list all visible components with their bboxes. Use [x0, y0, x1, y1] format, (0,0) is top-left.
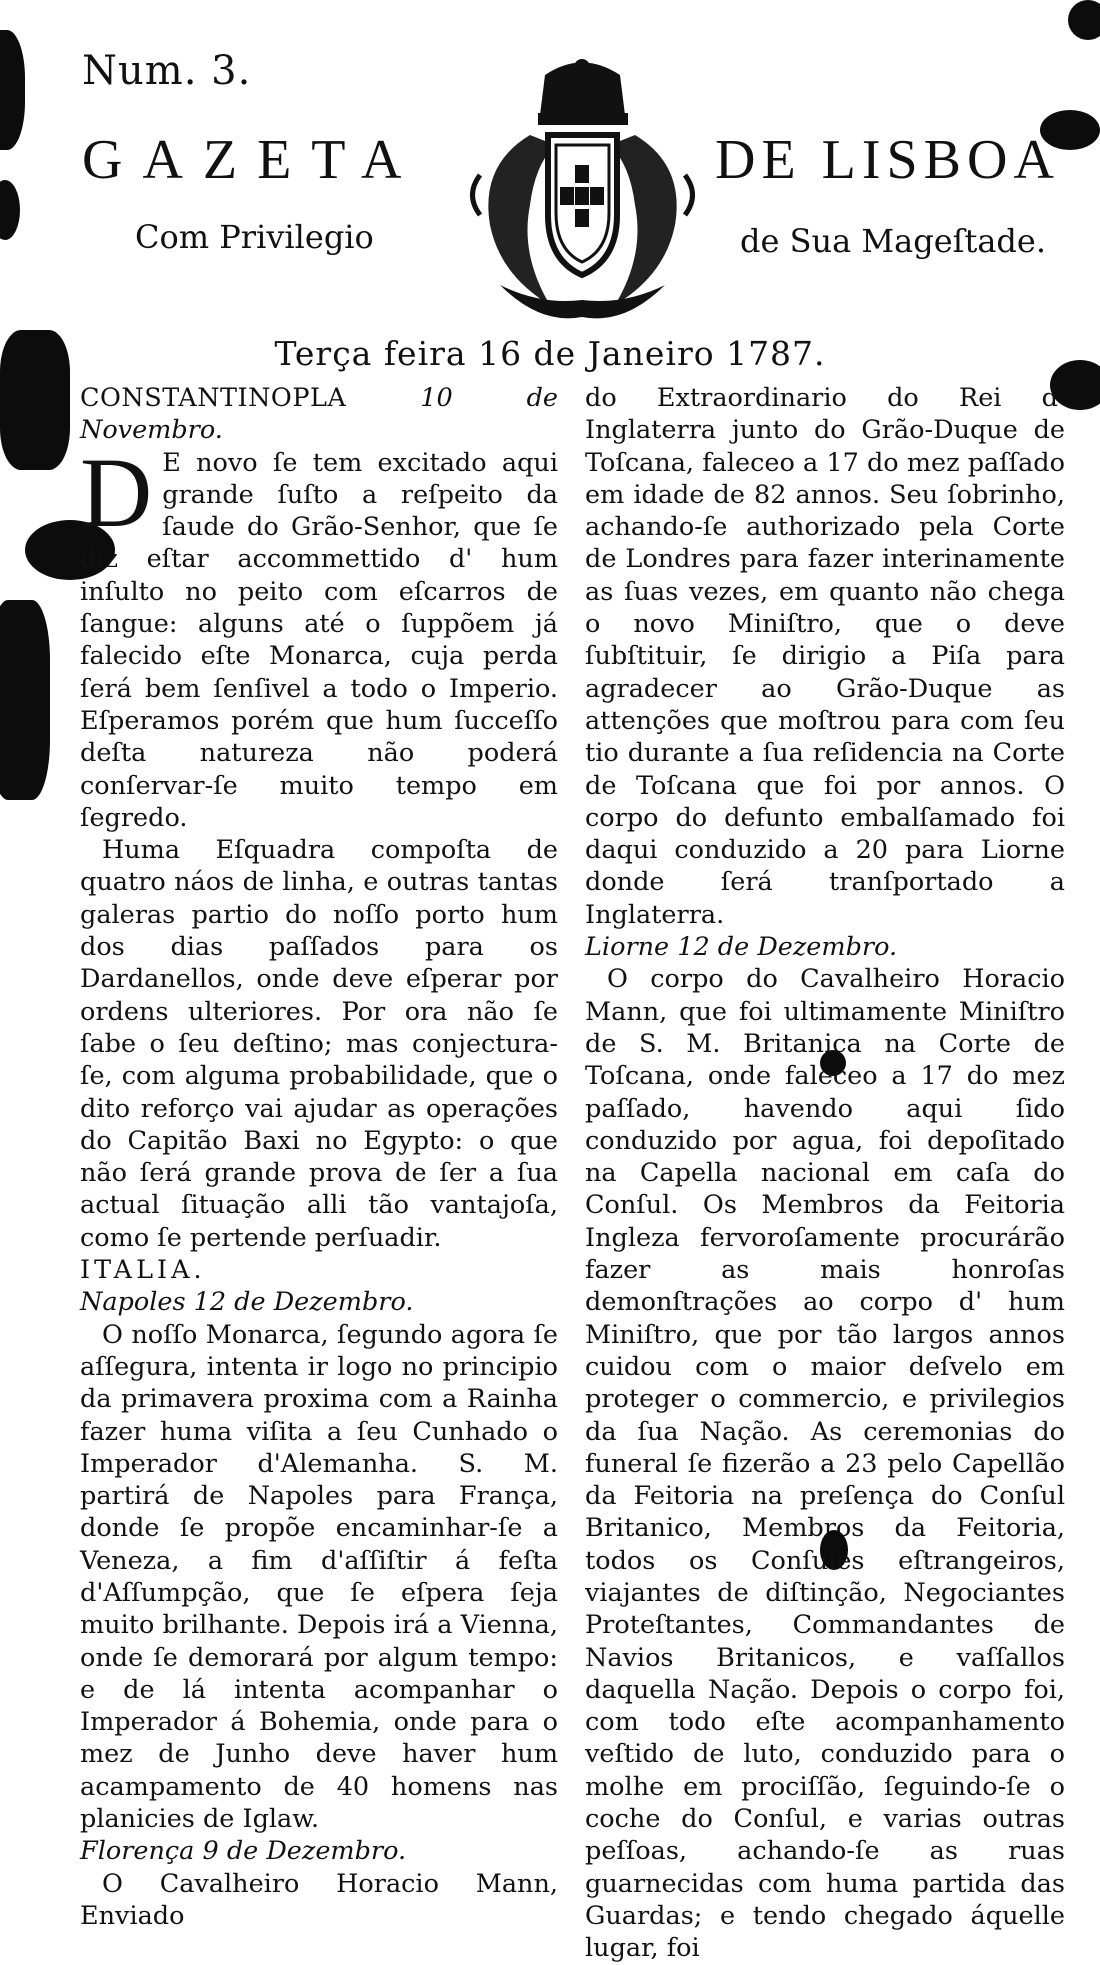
- issue-date: Terça feira 16 de Janeiro 1787.: [274, 334, 826, 373]
- article-constantinopla-p2: Huma Eſquadra compoſta de quatro náos de linha, e outras tantas galeras partio do noſſo porto hum dos dias paſſados para os Dardanellos, onde deve eſperar por ordens ulteriores. Por ora não ſe ſabe o ſeu deſtino; mas conjectura-ſe, com alguma probabilidade, que o dito reforço vai ajudar as operações do Capitão Baxi no Egypto: o que não ſerá grande prova de ſer a ſua actual ſituação alli tão vantajoſa, como ſe pertende perſuadir.: [80, 835, 558, 1253]
- dateline-constantinopla: [80, 382, 558, 447]
- section-heading-italia: ITALIA.: [80, 1255, 206, 1286]
- article-constantinopla-p1: [80, 436, 558, 835]
- dateline-florenca: Florença 9 de Dezembro.: [80, 1836, 407, 1867]
- drop-cap: D: [80, 436, 153, 548]
- ink-blot: [1068, 0, 1100, 40]
- article-napoles: O noſſo Monarca, ſegundo agora ſe aſſegura, intenta ir logo no principio da primavera proxima com a Rainha fazer huma viſita a ſeu Cunhado o Imperador d'Alemanha. S. M. partirá de Napoles para França, donde ſe propõe encaminhar-ſe a Veneza, a fim d'aſſiſtir á feſta d'Aſſumpção, que ſe eſpera ſeja muito brilhante. Depois irá a Vienna, onde ſe demorará por algum tempo: e de lá intenta acompanhar o Imperador á Bohemia, onde para o mez de Junho deve haver hum acampamento de 40 homens nas planicies de Iglaw.: [80, 1319, 558, 1835]
- right-column: [585, 382, 1065, 1965]
- ink-blot: [0, 30, 25, 150]
- left-column: [80, 382, 558, 1932]
- dateline-napoles: Napoles 12 de Dezembro.: [80, 1287, 414, 1318]
- masthead-title-left: GAZETA: [82, 129, 422, 191]
- ink-blot: [0, 600, 50, 800]
- ink-blot: [0, 180, 20, 240]
- dateline-date: 10 de Novembro.: [80, 383, 558, 446]
- privilege-right: de Sua Mageſtade.: [740, 222, 1047, 260]
- royal-coat-of-arms-icon: [460, 55, 705, 325]
- privilege-left: Com Privilegio: [135, 218, 374, 256]
- dateline-liorne: Liorne 12 de Dezembro.: [585, 932, 898, 963]
- masthead-title-right: DE LISBOA: [715, 129, 1060, 191]
- article-liorne: O corpo do Cavalheiro Horacio Mann, que foi ultimamente Miniſtro de S. M. Britanica na Corte de Toſcana, onde faleceo a 17 do mez paſſado, havendo aqui ſido conduzido por agua, foi depoſitado na Capella nacional em caſa do Conſul. Os Membros da Feitoria Ingleza fervoroſamente procurárão fazer as mais honroſas demonſtrações ao corpo d' hum Miniſtro, que por tão largos annos cuidou com o maior deſvelo em proteger o commercio, e privilegios da ſua Nação. As ceremonias do funeral ſe fizerão a 23 pelo Capellão da Feitoria na preſença do Conſul Britanico, Membros da Feitoria, todos os Conſules eſtrangeiros, viajantes de diſtinção, Negociantes Proteſtantes, Commandantes de Navios Britanicos, e vaſſallos daquella Nação. Depois o corpo foi, com todo eſte acompanhamento veſtido de luto, conduzido para o molhe em prociſſão, ſeguindo-ſe o coche do Conſul, e varias outras peſſoas, achando-ſe as ruas guarnecidas com huma partida das Guardas; e tendo chegado áquelle lugar, foi: [585, 964, 1065, 1964]
- article-florenca: O Cavalheiro Horacio Mann, Enviado: [80, 1868, 558, 1931]
- paragraph-text: E novo ſe tem excitado aqui grande ſuſto a reſpeito da ſaude do Grão-Senhor, que ſe diz eſtar accommettido d' hum inſulto no peito com eſcarros de ſangue: alguns até o ſuppõem já falecido eſte Monarca, cuja perda ſerá bem ſenſivel a todo o Imperio. Eſperamos porém que hum ſucceſſo deſta natureza não poderá conſervar-ſe muito tempo em ſegredo.: [80, 447, 558, 833]
- dateline-place: CONSTANTINOPLA: [80, 383, 347, 413]
- article-florenca-cont: do Extraordinario do Rei d' Inglaterra junto do Grão-Duque de Toſcana, faleceo a 17 do mez paſſado em idade de 82 annos. Seu ſobrinho, achando-ſe authorizado pela Corte de Londres para fazer interinamente as ſuas vezes, em quanto não chega o novo Miniſtro, que o deve ſubſtituir, ſe dirigio a Piſa para agradecer ao Grão-Duque as attenções que moſtrou para com ſeu tio durante a ſua reſidencia na Corte de Toſcana que foi por annos. O corpo do defunto embalſamado foi daqui conduzido a 20 para Liorne donde ſerá tranſportado a Inglaterra.: [585, 383, 1065, 930]
- issue-number: Num. 3.: [82, 48, 252, 94]
